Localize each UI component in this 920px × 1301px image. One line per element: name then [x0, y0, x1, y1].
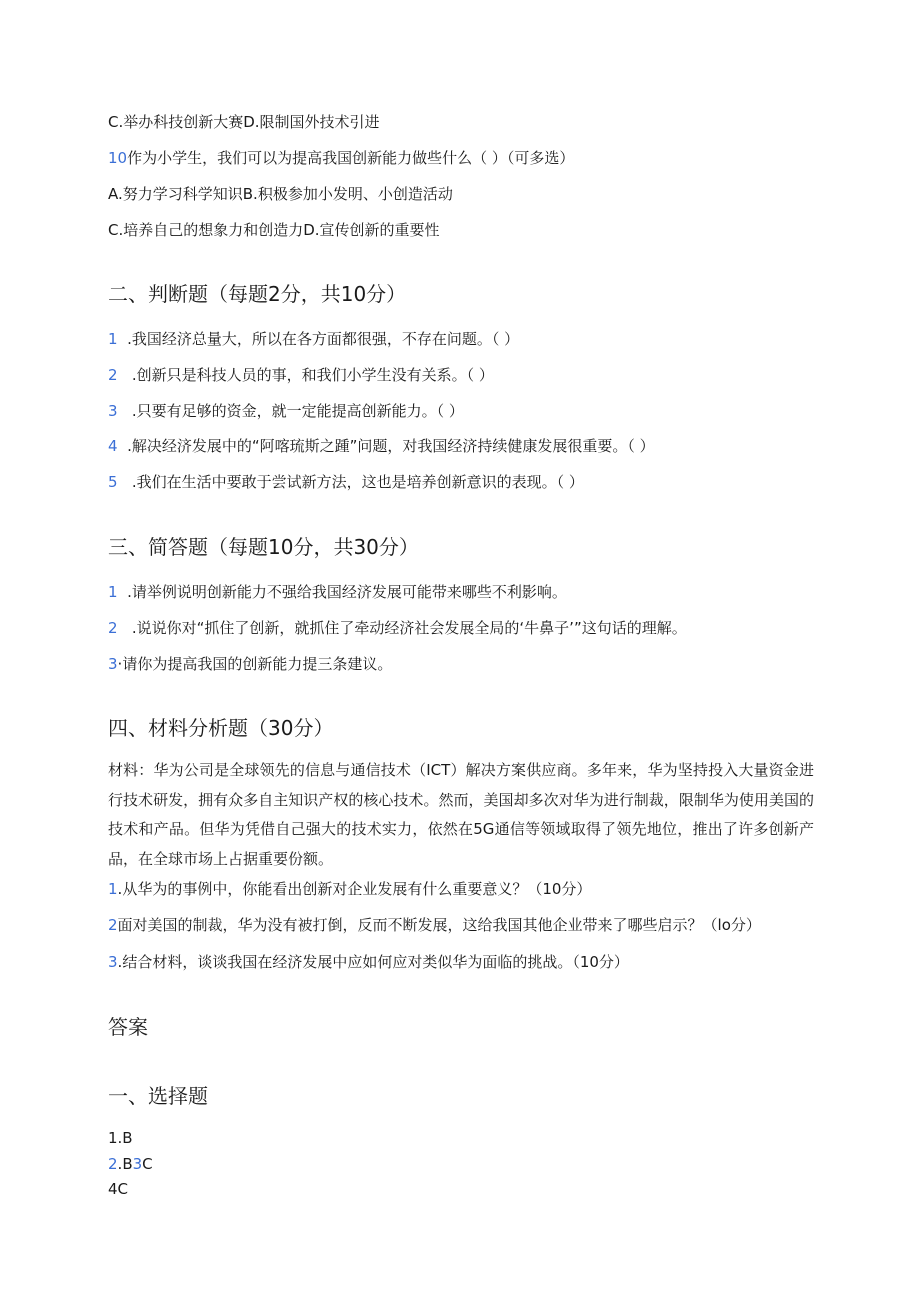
answers-section1-title: 一、选择题	[108, 1084, 208, 1108]
item-text: ·请你为提高我国的创新能力提三条建议。	[117, 655, 393, 673]
item-text: .说说你对“抓住了创新，就抓住了牵动经济社会发展全局的‘牛鼻子’”这句话的理解。	[131, 619, 687, 637]
judge-item-4	[108, 436, 655, 456]
short-item-2	[108, 618, 687, 638]
item-number: 2	[108, 916, 118, 934]
item-text: .结合材料，谈谈我国在经济发展中应如何应对类似华为面临的挑战。（10分）	[117, 953, 629, 971]
item-text: .解决经济发展中的“阿喀琉斯之踵”问题，对我国经济持续健康发展很重要。（ ）	[127, 437, 655, 455]
question-number: 10	[108, 149, 128, 167]
item-text: .从华为的事例中，你能看出创新对企业发展有什么重要意义？（10分）	[117, 880, 592, 898]
item-number: 1	[108, 330, 118, 348]
item-number: 1	[108, 583, 118, 601]
item-number: 3	[108, 402, 118, 420]
item-number: 2	[108, 619, 118, 637]
item-number: 3	[108, 953, 118, 971]
analysis-item-2	[108, 915, 761, 935]
item-text: .请举例说明创新能力不强给我国经济发展可能带来哪些不利影响。	[127, 583, 567, 601]
item-number: 5	[108, 473, 118, 491]
judge-item-5	[108, 472, 584, 492]
answers-title: 答案	[108, 1015, 148, 1039]
item-text: 面对美国的制裁，华为没有被打倒，反而不断发展，这给我国其他企业带来了哪些启示？（lo分）	[117, 916, 761, 934]
item-text: .我国经济总量大，所以在各方面都很强，不存在问题。（ ）	[127, 330, 520, 348]
answer-4: 4C	[108, 1180, 129, 1198]
judge-item-1	[108, 329, 519, 349]
answer-2-3	[108, 1154, 153, 1174]
q10-options-cd: C.培养自己的想象力和创造力D.宣传创新的重要性	[108, 221, 440, 239]
item-number: 3	[108, 655, 118, 673]
section3-title: 三、简答题（每题10分，共30分）	[108, 535, 419, 559]
item-number: 2	[108, 366, 118, 384]
judge-item-2	[108, 365, 494, 385]
question-10	[108, 148, 574, 168]
analysis-item-1	[108, 879, 591, 899]
section2-title: 二、判断题（每题2分，共10分）	[108, 282, 407, 306]
short-item-3	[108, 654, 392, 674]
analysis-item-3	[108, 952, 629, 972]
answer-number: 2	[108, 1155, 118, 1173]
short-item-1	[108, 582, 567, 602]
q10-options-ab: A.努力学习科学知识B.积极参加小发明、小创造活动	[108, 185, 453, 203]
item-number: 1	[108, 880, 118, 898]
item-text: .只要有足够的资金，就一定能提高创新能力。（ ）	[131, 402, 464, 420]
item-text: .我们在生活中要敢于尝试新方法，这也是培养创新意识的表现。（ ）	[131, 473, 584, 491]
answer-1: 1.B	[108, 1129, 133, 1147]
answer-text: .B	[117, 1155, 133, 1173]
q9-options-cd: C.举办科技创新大赛D.限制国外技术引进	[108, 113, 380, 131]
judge-item-3	[108, 401, 464, 421]
answer-text: C	[142, 1155, 153, 1173]
item-text: .创新只是科技人员的事，和我们小学生没有关系。（ ）	[131, 366, 494, 384]
answer-number: 3	[132, 1155, 143, 1173]
section4-title: 四、材料分析题（30分）	[108, 716, 334, 740]
question-text: 作为小学生，我们可以为提高我国创新能力做些什么（ ）（可多选）	[127, 149, 575, 167]
item-number: 4	[108, 437, 118, 455]
material-paragraph: 材料：华为公司是全球领先的信息与通信技术（ICT）解决方案供应商。多年来，华为坚持投入大量资金进行技术研发，拥有众多自主知识产权的核心技术。然而，美国却多次对华为进行制裁，限制华为使用美国的技术和产品。但华为凭借自己强大的技术实力，依然在5G通信等领域取得了领先地位，推出了许多创新产品，在全球市场上占据重要份额。	[108, 761, 814, 868]
